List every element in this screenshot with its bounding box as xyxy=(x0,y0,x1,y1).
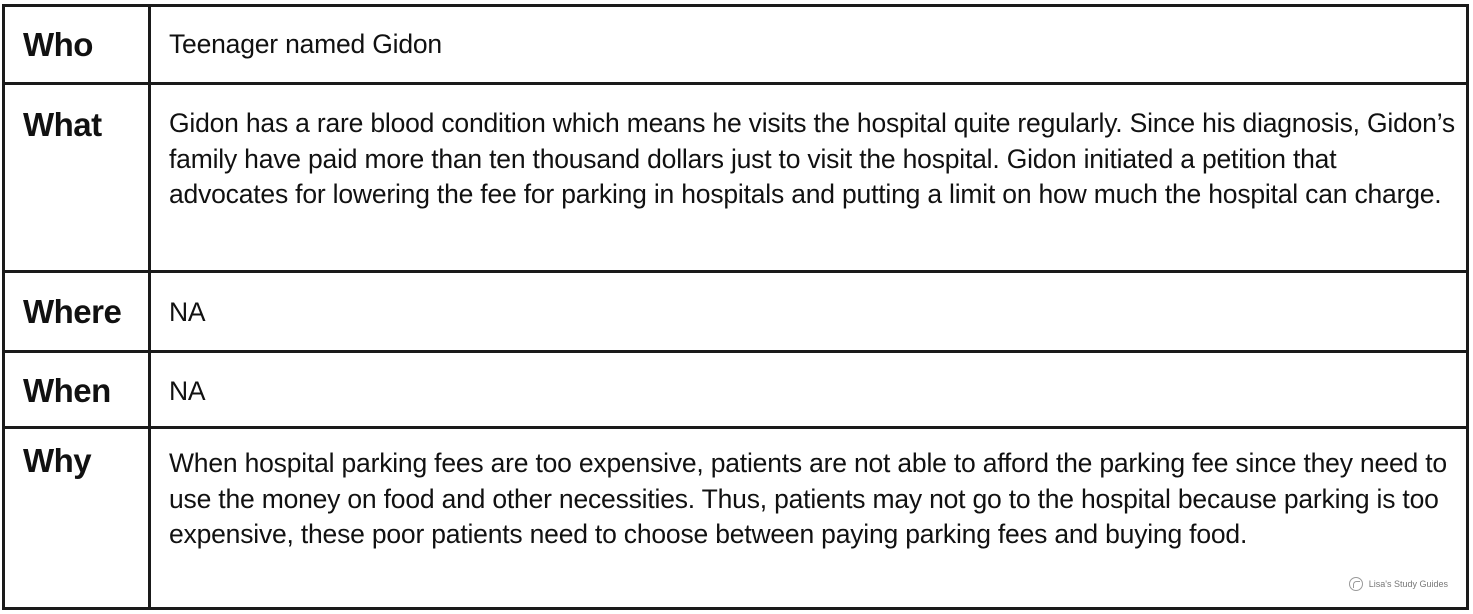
label-cell-who xyxy=(5,7,151,82)
table-row-who xyxy=(5,7,1466,85)
label-cell-what xyxy=(5,85,151,270)
row-label-when: When xyxy=(23,372,111,409)
row-value-where: NA xyxy=(169,297,206,327)
label-cell-where xyxy=(5,273,151,350)
row-label-where: Where xyxy=(23,293,122,330)
table-row-where xyxy=(5,273,1466,353)
label-cell-when xyxy=(5,353,151,426)
row-value-who: Teenager named Gidon xyxy=(169,29,442,59)
row-label-what: What xyxy=(23,106,102,143)
row-value-when: NA xyxy=(169,376,206,406)
table-row-when xyxy=(5,353,1466,429)
row-label-why: Why xyxy=(23,442,92,479)
watermark xyxy=(1349,577,1448,591)
table-row-what xyxy=(5,85,1466,273)
watermark-text: Lisa's Study Guides xyxy=(1368,579,1448,589)
label-cell-why xyxy=(5,429,151,607)
logo-circle-icon xyxy=(1349,577,1363,591)
row-value-what: Gidon has a rare blood condition which means he visits the hospital quite regularly. Since his diagnosis, Gidon’s family have paid more than ten thousand dollars just to visit the hospital. Gidon initiated a petition that advocates for lowering the fee for parking in hospitals and putting a limit on how much the hospital can charge. xyxy=(169,108,1455,209)
five-w-table xyxy=(2,4,1469,610)
row-label-who: Who xyxy=(23,26,93,63)
row-value-why: When hospital parking fees are too expensive, patients are not able to afford the parking fee since they need to use the money on food and other necessities. Thus, patients may not go to the hospital because parking is too expensive, these poor patients need to choose between paying parking fees and buying food. xyxy=(169,448,1447,549)
table-row-why xyxy=(5,429,1466,607)
